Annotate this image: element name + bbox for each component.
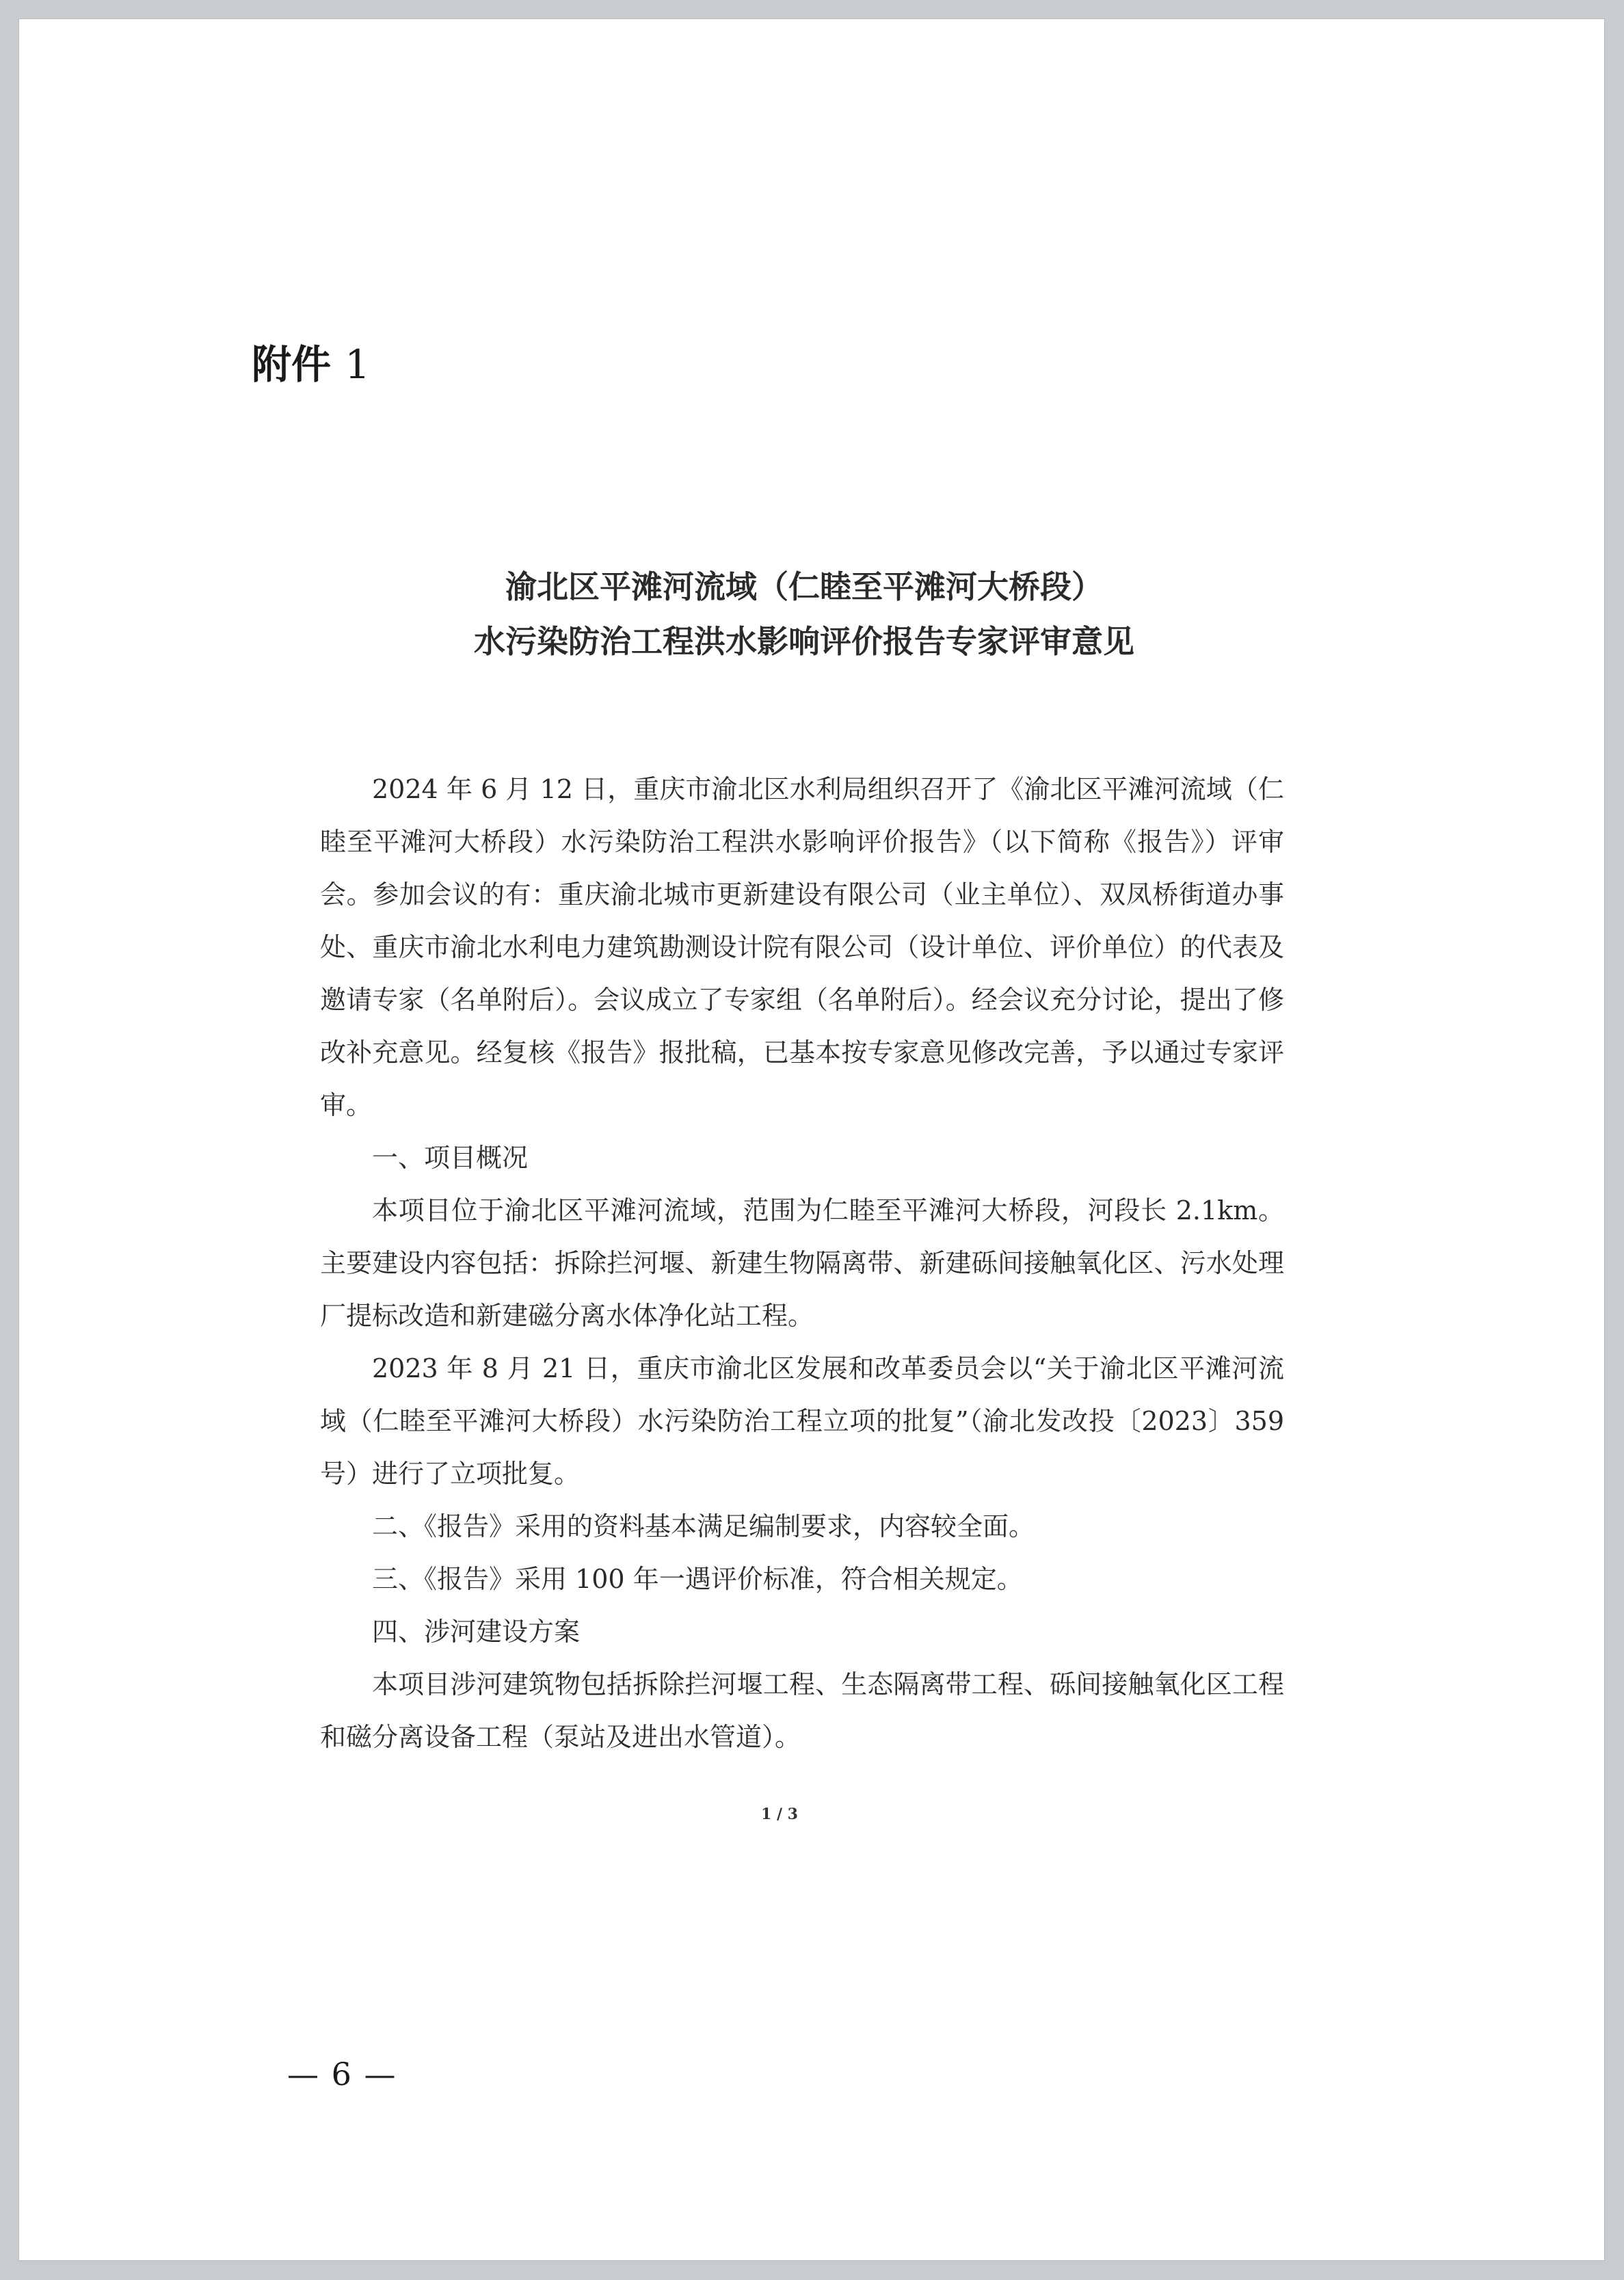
document-page [19,19,1604,2260]
attachment-number: 1 [345,341,371,388]
section-heading-1: 一、项目概况 [372,1143,529,1173]
document-body [320,763,1284,1764]
title-line-2: 水污染防治工程洪水影响评价报告专家评审意见 [474,623,1134,660]
section-heading-2: 二、《报告》采用的资料基本满足编制要求，内容较全面。 [372,1511,1035,1541]
paragraph-approval: 2023 年 8 月 21 日，重庆市渝北区发展和改革委员会以“关于渝北区平滩河流域（仁睦至平滩河大桥段）水污染防治工程立项的批复”（渝北发改投〔2023〕359 号）进行了立项批复。 [320,1353,1284,1489]
document-title [324,559,1284,669]
section-heading-3: 三、《报告》采用 100 年一遇评价标准，符合相关规定。 [372,1564,1023,1594]
title-line-1: 渝北区平滩河流域（仁睦至平滩河大桥段） [505,568,1103,605]
page-number: — 6 — [287,2056,397,2093]
scan-page-indicator: 1 / 3 [761,1805,798,1823]
paragraph-river-construction: 本项目涉河建筑物包括拆除拦河堰工程、生态隔离带工程、砾间接触氧化区工程和磁分离设备工程（泵站及进出水管道）。 [320,1669,1284,1752]
scanned-content [320,559,1284,1764]
paragraph-intro: 2024 年 6 月 12 日，重庆市渝北区水利局组织召开了《渝北区平滩河流域（仁睦至平滩河大桥段）水污染防治工程洪水影响评价报告》（以下简称《报告》）评审会。参加会议的有：重庆渝北城市更新建设有限公司（业主单位）、双凤桥街道办事处、重庆市渝北水利电力建筑勘测设计院有限公司（设计单位、评价单位）的代表及邀请专家（名单附后）。会议成立了专家组（名单附后）。经会议充分讨论，提出了修改补充意见。经复核《报告》报批稿，已基本按专家意见修改完善，予以通过专家评审。 [320,774,1284,1120]
section-heading-4: 四、涉河建设方案 [372,1617,581,1647]
paragraph-project-overview: 本项目位于渝北区平滩河流域，范围为仁睦至平滩河大桥段，河段长 2.1km。主要建设内容包括：拆除拦河堰、新建生物隔离带、新建砾间接触氧化区、污水处理厂提标改造和新建磁分离水体净化站工程。 [320,1195,1284,1331]
attachment-label [252,332,370,390]
attachment-label-text: 附件 [252,341,332,388]
